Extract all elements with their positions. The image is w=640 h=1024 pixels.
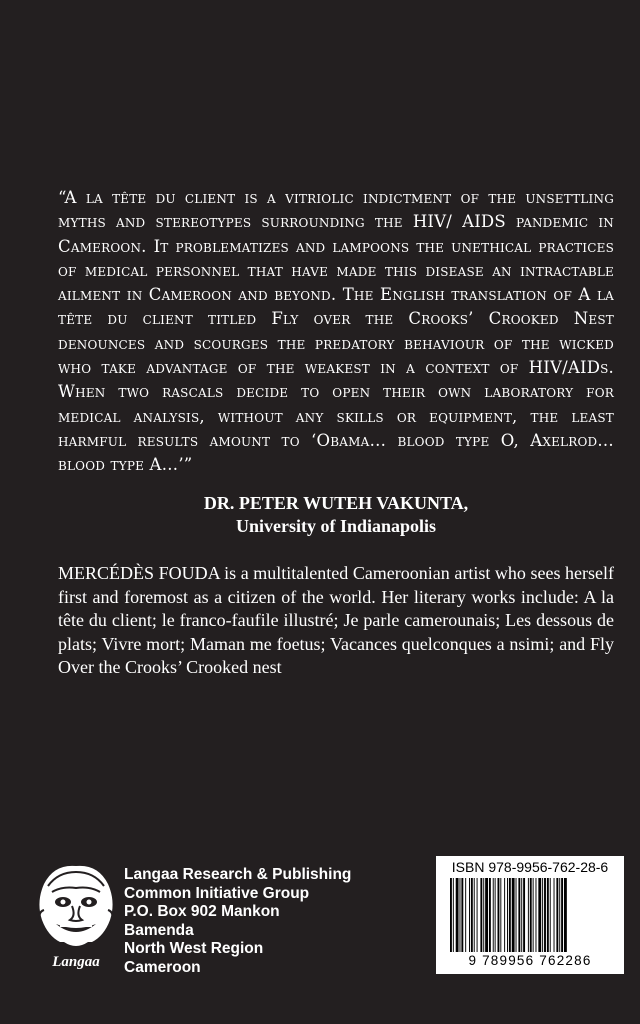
attribution-name: DR. PETER WUTEH VAKUNTA, bbox=[203, 493, 469, 513]
blurb-text: “A la tête du client is a vitriolic indictment of the unsettling myths and stereotypes surrounding the HIV/ AIDS pandemic in Cameroon. It problematizes and lampoons the unethical practices of medical personnel that have made this disease an intractable ailment in Cameroon and beyond. The English translation of A la tête du client titled Fly over the Crooks’ Crooked Nest denounces and scourges the predatory behaviour of the wicked who take advantage of the weakest in a context of HIV/AIDs. When two rascals decide to open their own laboratory for medical analysis, without any skills or equipment, the least harmful results amount to ‘Obama… blood type O, Axelrod…blood type A…’” bbox=[58, 188, 614, 475]
barcode-bar bbox=[493, 878, 494, 952]
barcode-bar bbox=[500, 878, 501, 952]
barcode-bar bbox=[465, 878, 466, 952]
barcode-bar bbox=[538, 878, 541, 952]
publisher-line: Cameroon bbox=[124, 958, 201, 976]
barcode-bar bbox=[483, 878, 484, 952]
barcode-bar bbox=[556, 878, 558, 952]
barcode-bar bbox=[516, 878, 517, 952]
barcode-bar bbox=[450, 878, 452, 952]
barcode-bar bbox=[471, 878, 473, 952]
isbn-label: ISBN 978-9956-762-28-6 bbox=[451, 859, 609, 875]
back-cover-blurb bbox=[58, 186, 614, 478]
barcode-bar bbox=[550, 878, 551, 952]
barcode-bar bbox=[485, 878, 488, 952]
attribution-affiliation: University of Indianapolis bbox=[235, 516, 437, 536]
publisher-line: Common Initiative Group bbox=[124, 884, 310, 902]
barcode-bar bbox=[489, 878, 491, 952]
barcode-bar bbox=[469, 878, 470, 952]
publisher-line: Bamenda bbox=[124, 921, 194, 939]
barcode-bar bbox=[507, 878, 508, 952]
barcode-bar bbox=[461, 878, 463, 952]
barcode-bar bbox=[536, 878, 537, 952]
barcode-bar bbox=[453, 878, 454, 952]
barcode-bar bbox=[480, 878, 482, 952]
langaa-logo bbox=[34, 862, 118, 972]
barcode-bar bbox=[495, 878, 496, 952]
barcode-bar bbox=[564, 878, 567, 952]
barcode-bar bbox=[521, 878, 522, 952]
barcode-bar bbox=[561, 878, 563, 952]
barcode-bar bbox=[509, 878, 511, 952]
barcode-bar bbox=[504, 878, 505, 952]
author-bio: MERCÉDÈS FOUDA is a multitalented Cameroonian artist who sees herself first and foremost as a citizen of the world. Her literary works include: A la tête du client; le franco-faufile illustré; Je parle camerounais; Les dessous de plats; Vivre mort; Maman me foetus; Vacances quelconques a nsimi; and Fly Over the Crooks’ Crooked nest bbox=[58, 563, 614, 677]
publisher-line: Langaa Research & Publishing bbox=[124, 866, 352, 883]
barcode-bar bbox=[477, 878, 478, 952]
barcode-number: 9 789956 762286 bbox=[468, 953, 592, 968]
barcode-bar bbox=[460, 878, 461, 952]
barcode-bar bbox=[518, 878, 520, 952]
barcode-bar bbox=[498, 878, 500, 952]
barcode-bar bbox=[456, 878, 459, 952]
blurb-attribution bbox=[58, 492, 614, 538]
barcode-bar bbox=[528, 878, 529, 952]
logo-wordmark: Langaa bbox=[52, 954, 100, 970]
barcode-bar bbox=[547, 878, 549, 952]
barcode-bar bbox=[544, 878, 546, 952]
barcode-bar bbox=[533, 878, 534, 952]
barcode-bar bbox=[559, 878, 560, 952]
barcode-bar bbox=[512, 878, 515, 952]
barcode-bar bbox=[542, 878, 543, 952]
barcode-bar bbox=[554, 878, 555, 952]
barcode bbox=[448, 878, 612, 952]
publisher-line: P.O. Box 902 Mankon bbox=[124, 903, 280, 921]
barcode-bar bbox=[530, 878, 532, 952]
publisher-line: North West Region bbox=[124, 940, 264, 958]
publisher-address bbox=[124, 866, 351, 978]
isbn-barcode-box bbox=[436, 856, 624, 974]
barcode-bar bbox=[523, 878, 525, 952]
barcode-bar bbox=[474, 878, 475, 952]
